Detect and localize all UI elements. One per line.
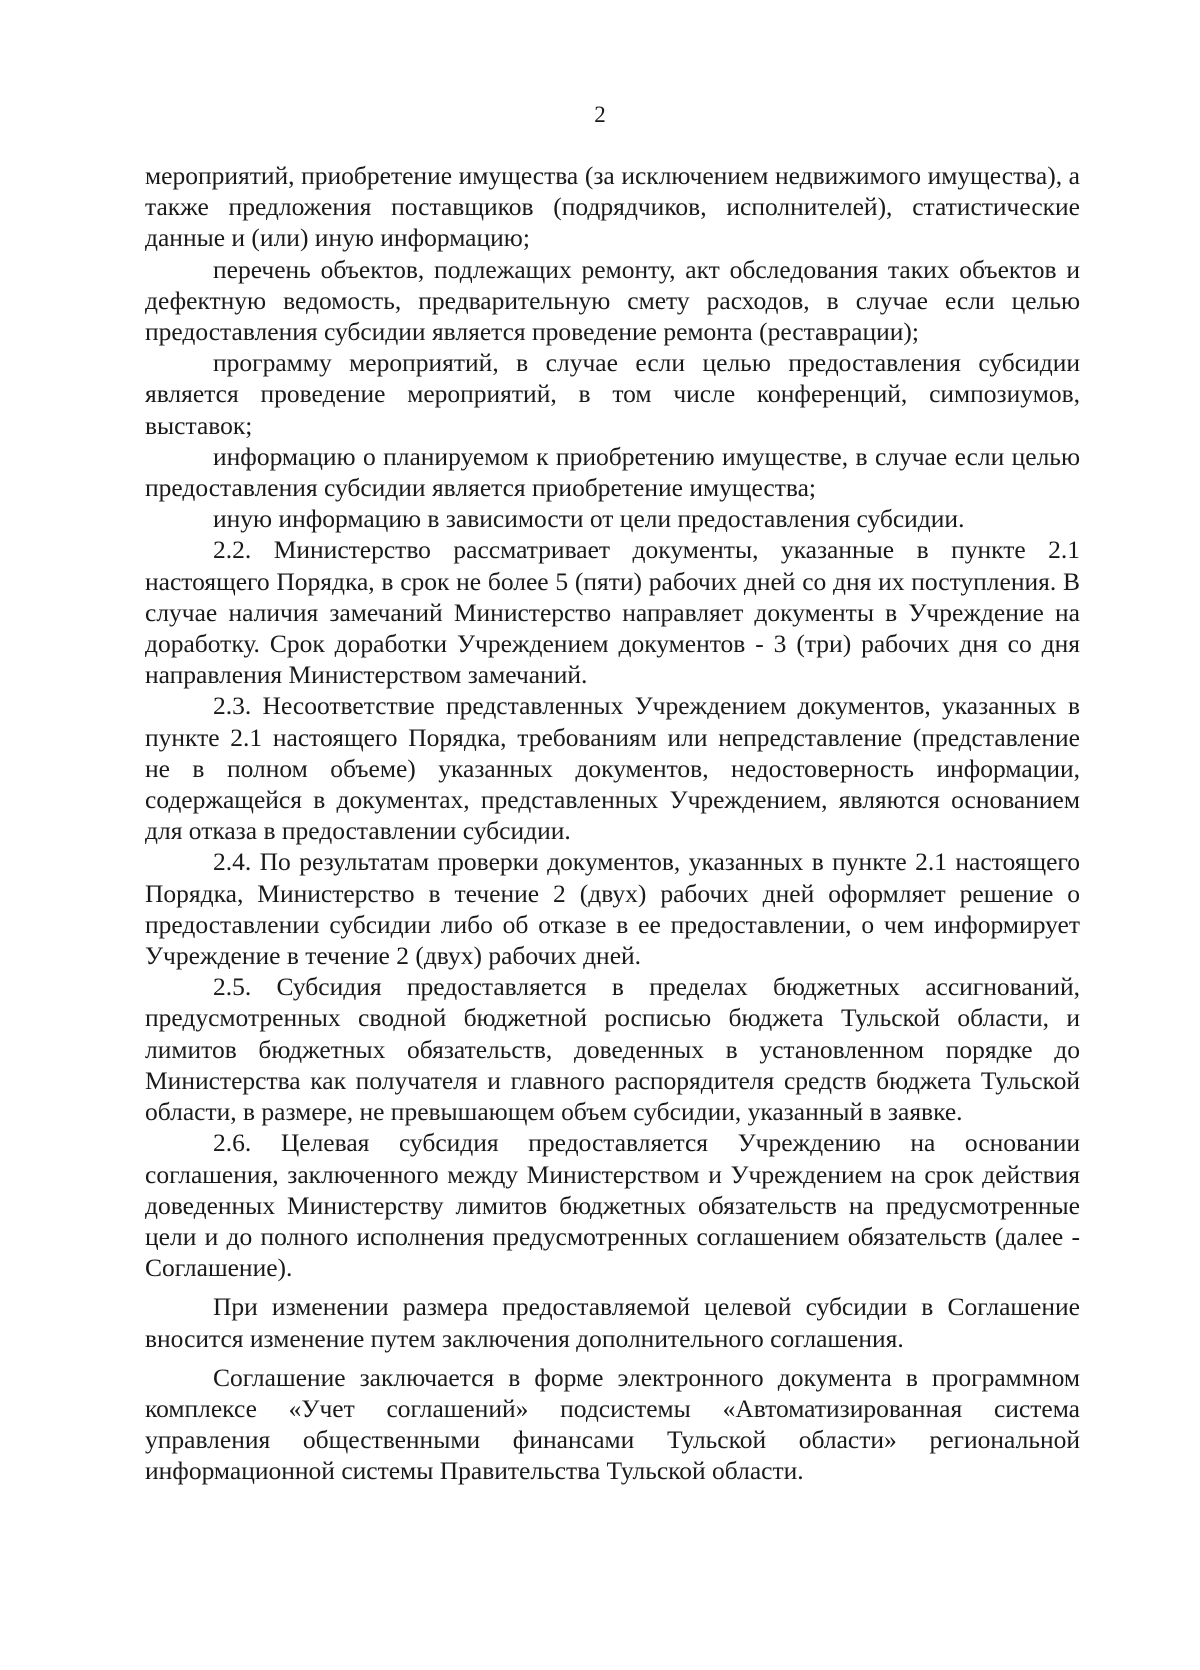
paragraph-other-info: иную информацию в зависимости от цели предоставления субсидии. xyxy=(213,504,965,534)
document-body xyxy=(145,160,1080,1487)
paragraph-2-3: 2.3. Несоответствие представленных Учреждением документов, указанных в пункте 2.1 настоящего Порядка, требованиям или непредставление (представление не в полном объеме) указанных документов, недостоверность информации, содержащейся в документах, представленных Учреждением, являются основанием для отказа в предоставлении субсидии. xyxy=(145,691,1080,846)
paragraph-2-5: 2.5. Субсидия предоставляется в пределах бюджетных ассигнований, предусмотренных сводной бюджетной росписью бюджета Тульской области, и лимитов бюджетных обязательств, доведенных в установленном порядке до Министерства как получателя и главного распорядителя средств бюджета Тульской области, в размере, не превышающем объем субсидии, указанный в заявке. xyxy=(145,972,1080,1127)
paragraph-events-program: программу мероприятий, в случае если целью предоставления субсидии является проведение мероприятий, в том числе конференций, симпозиумов, выставок; xyxy=(145,348,1080,440)
paragraph-continuation: мероприятий, приобретение имущества (за исключением недвижимого имущества), а также предложения поставщиков (подрядчиков, исполнителей), статистические данные и (или) иную информацию; xyxy=(145,161,1080,253)
page-number: 2 xyxy=(594,102,606,127)
paragraph-amendment: При изменении размера предоставляемой целевой субсидии в Соглашение вносится изменение путем заключения дополнительного соглашения. xyxy=(145,1292,1080,1353)
paragraph-agreement-form: Соглашение заключается в форме электронного документа в программном комплексе «Учет соглашений» подсистемы «Автоматизированная система управления общественными финансами Тульской области» региональной информационной системы Правительства Тульской области. xyxy=(145,1362,1080,1486)
paragraph-property-info: информацию о планируемом к приобретению имуществе, в случае если целью предоставления субсидии является приобретение имущества; xyxy=(145,441,1080,503)
paragraph-2-6: 2.6. Целевая субсидия предоставляется Учреждению на основании соглашения, заключенного между Министерством и Учреждением на срок действия доведенных Министерству лимитов бюджетных обязательств на предусмотренные цели и до полного исполнения предусмотренных соглашением обязательств (далее - Соглашение). xyxy=(145,1128,1080,1283)
paragraph-2-4: 2.4. По результатам проверки документов, указанных в пункте 2.1 настоящего Порядка, Министерство в течение 2 (двух) рабочих дней оформляет решение о предоставлении субсидии либо об отказе в ее предоставлении, о чем информирует Учреждение в течение 2 (двух) рабочих дней. xyxy=(145,847,1080,971)
paragraph-2-2: 2.2. Министерство рассматривает документы, указанные в пункте 2.1 настоящего Порядка, в срок не более 5 (пяти) рабочих дней со дня их поступления. В случае наличия замечаний Министерство направляет документы в Учреждение на доработку. Срок доработки Учреждением документов - 3 (три) рабочих дня со дня направления Министерством замечаний. xyxy=(145,535,1080,690)
paragraph-repair-objects: перечень объектов, подлежащих ремонту, акт обследования таких объектов и дефектную ведомость, предварительную смету расходов, в случае если целью предоставления субсидии является проведение ремонта (реставрации); xyxy=(145,254,1080,347)
